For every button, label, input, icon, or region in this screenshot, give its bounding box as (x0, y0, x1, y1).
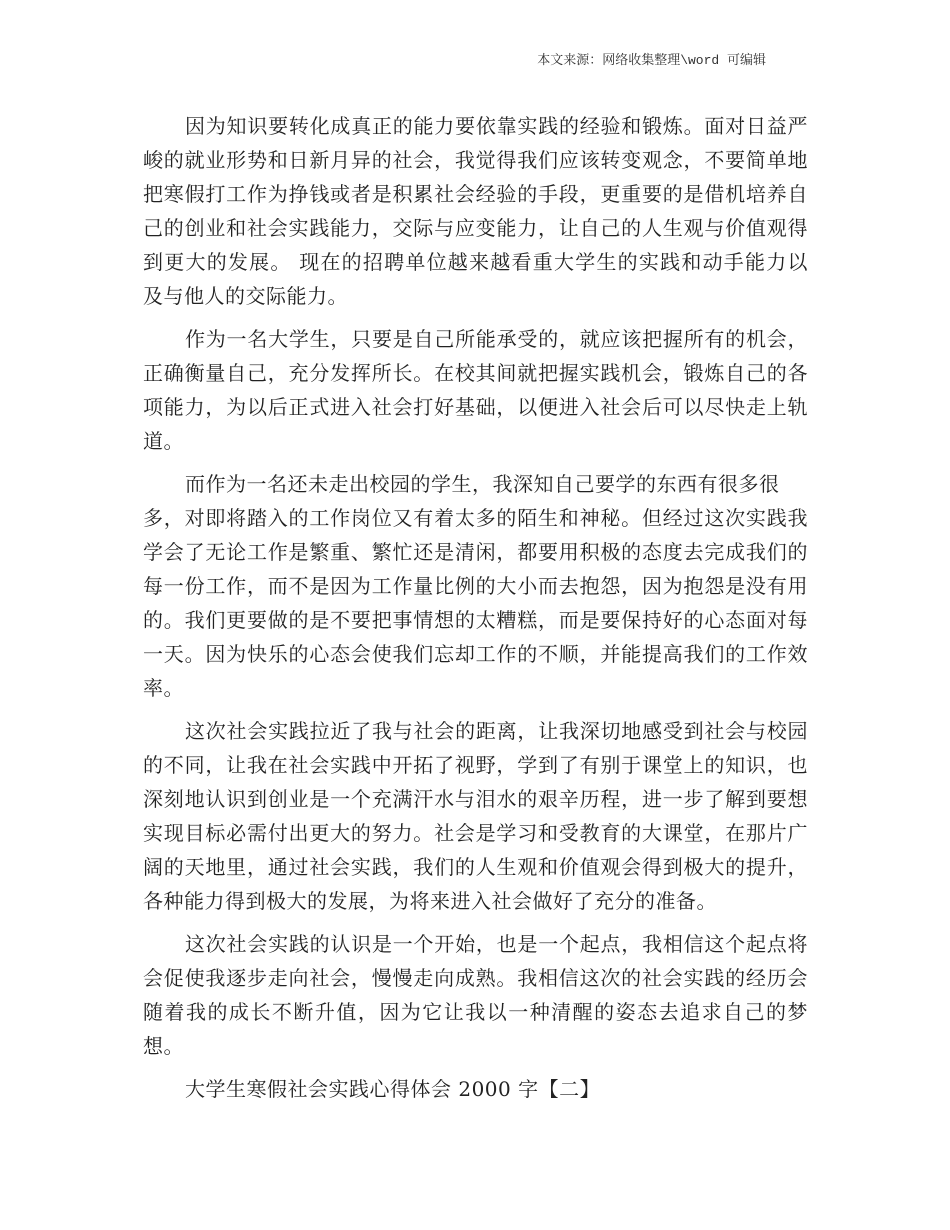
paragraph (143, 467, 808, 705)
text-line: 这次社会实践拉近了我与社会的距离，让我深切地感受到社会与校园 (185, 719, 808, 743)
paragraph (143, 927, 808, 1063)
text-line: 想。 (143, 1034, 184, 1058)
text-line: 的不同，让我在社会实践中开拓了视野，学到了有别于课堂上的知识，也 (143, 753, 808, 777)
section-heading: 大学生寒假社会实践心得体会 2000 字【二】 (185, 1077, 601, 1101)
text-line: 每一份工作，而不是因为工作量比例的大小而去抱怨，因为抱怨是没有用 (143, 574, 808, 598)
text-line: 深刻地认识到创业是一个充满汗水与泪水的艰辛历程，进一步了解到要想 (143, 787, 808, 811)
text-line: 而作为一名还未走出校园的学生，我深知自己要学的东西有很多很 (185, 472, 780, 496)
text-line: 正确衡量自己，充分发挥所长。在校其间就把握实践机会，锻炼自己的各 (143, 361, 808, 385)
text-line: 因为知识要转化成真正的能力要依靠实践的经验和锻炼。面对日益严 (185, 114, 808, 138)
text-line: 项能力，为以后正式进入社会打好基础，以便进入社会后可以尽快走上轨 (143, 395, 808, 419)
text-line: 学会了无论工作是繁重、繁忙还是清闲，都要用积极的态度去完成我们的 (143, 540, 808, 564)
text-line: 一天。因为快乐的心态会使我们忘却工作的不顺，并能提高我们的工作效 (143, 642, 808, 666)
text-line: 随着我的成长不断升值，因为它让我以一种清醒的姿态去追求自己的梦 (143, 1000, 808, 1024)
source-note: 本文来源：网络收集整理\word 可编辑 (537, 53, 766, 68)
text-line: 这次社会实践的认识是一个开始，也是一个起点，我相信这个起点将 (185, 932, 808, 956)
document-body (143, 109, 808, 1115)
text-line: 的。我们更要做的是不要把事情想的太糟糕，而是要保持好的心态面对每 (143, 608, 808, 632)
text-line: 峻的就业形势和日新月异的社会，我觉得我们应该转变观念，不要简单地 (143, 148, 808, 172)
text-line: 道。 (143, 429, 184, 453)
text-line: 把寒假打工作为挣钱或者是积累社会经验的手段，更重要的是借机培养自 (143, 182, 808, 206)
text-line: 会促使我逐步走向社会，慢慢走向成熟。我相信这次的社会实践的经历会 (143, 966, 808, 990)
section-heading-block (143, 1072, 808, 1106)
text-line: 己的创业和社会实践能力，交际与应变能力，让自己的人生观与价值观得 (143, 216, 808, 240)
text-line: 阔的天地里，通过社会实践，我们的人生观和价值观会得到极大的提升， (143, 855, 808, 879)
paragraph (143, 714, 808, 918)
text-line: 各种能力得到极大的发展，为将来进入社会做好了充分的准备。 (143, 889, 717, 913)
text-line: 及与他人的交际能力。 (143, 284, 348, 308)
text-line: 实现目标必需付出更大的努力。社会是学习和受教育的大课堂，在那片广 (143, 821, 808, 845)
paragraph (143, 109, 808, 313)
paragraph (143, 322, 808, 458)
text-line: 多，对即将踏入的工作岗位又有着太多的陌生和神秘。但经过这次实践我 (143, 506, 808, 530)
text-line: 作为一名大学生，只要是自己所能承受的，就应该把握所有的机会， (185, 327, 808, 351)
text-line: 到更大的发展。 现在的招聘单位越来越看重大学生的实践和动手能力以 (143, 250, 808, 274)
text-line: 率。 (143, 676, 184, 700)
